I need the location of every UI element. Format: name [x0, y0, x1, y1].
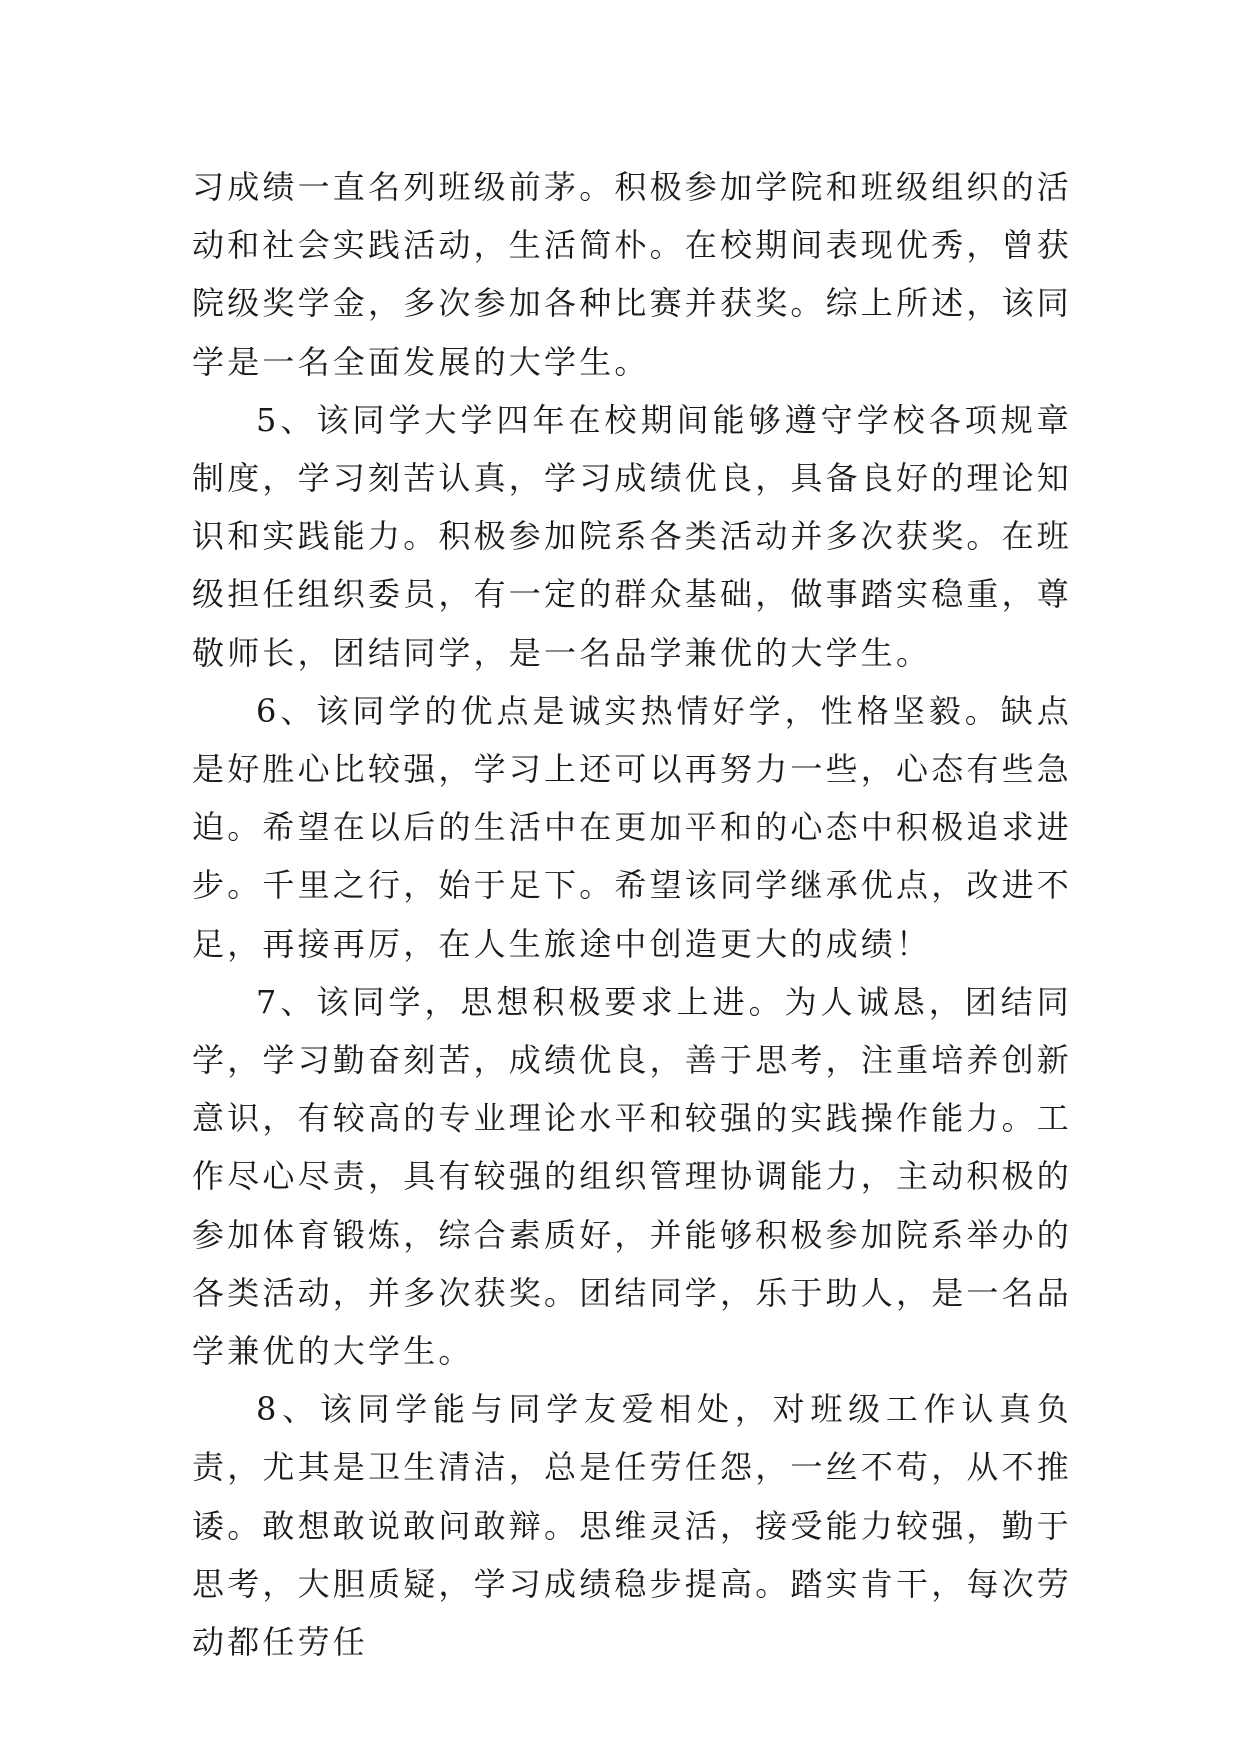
paragraph-item-7: 7、该同学，思想积极要求上进。为人诚恳，团结同学，学习勤奋刻苦，成绩优良，善于思考，注重培养创新意识，有较高的专业理论水平和较强的实践操作能力。工作尽心尽责，具有较强的组织管理协调能力，主动积极的参加体育锻炼，综合素质好，并能够积极参加院系举办的各类活动，并多次获奖。团结同学，乐于助人，是一名品学兼优的大学生。	[192, 982, 1073, 1371]
paragraph-item-6: 6、该同学的优点是诚实热情好学，性格坚毅。缺点是好胜心比较强，学习上还可以再努力一些，心态有些急迫。希望在以后的生活中在更加平和的心态中积极追求进步。千里之行，始于足下。希望该同学继承优点，改进不足，再接再厉，在人生旅途中创造更大的成绩！	[192, 691, 1073, 963]
document-body	[192, 158, 1072, 1671]
paragraph-item-8: 8、该同学能与同学友爱相处，对班级工作认真负责，尤其是卫生清洁，总是任劳任怨，一丝不苟，从不推诿。敢想敢说敢问敢辩。思维灵活，接受能力较强，勤于思考，大胆质疑，学习成绩稳步提高。踏实肯干，每次劳动都任劳任	[192, 1390, 1073, 1662]
paragraph-continued: 习成绩一直名列班级前茅。积极参加学院和班级组织的活动和社会实践活动，生活简朴。在校期间表现优秀，曾获院级奖学金，多次参加各种比赛并获奖。综上所述，该同学是一名全面发展的大学生。	[192, 168, 1073, 381]
paragraph-item-5: 5、该同学大学四年在校期间能够遵守学校各项规章制度，学习刻苦认真，学习成绩优良，具备良好的理论知识和实践能力。积极参加院系各类活动并多次获奖。在班级担任组织委员，有一定的群众基础，做事踏实稳重，尊敬师长，团结同学，是一名品学兼优的大学生。	[192, 400, 1073, 672]
